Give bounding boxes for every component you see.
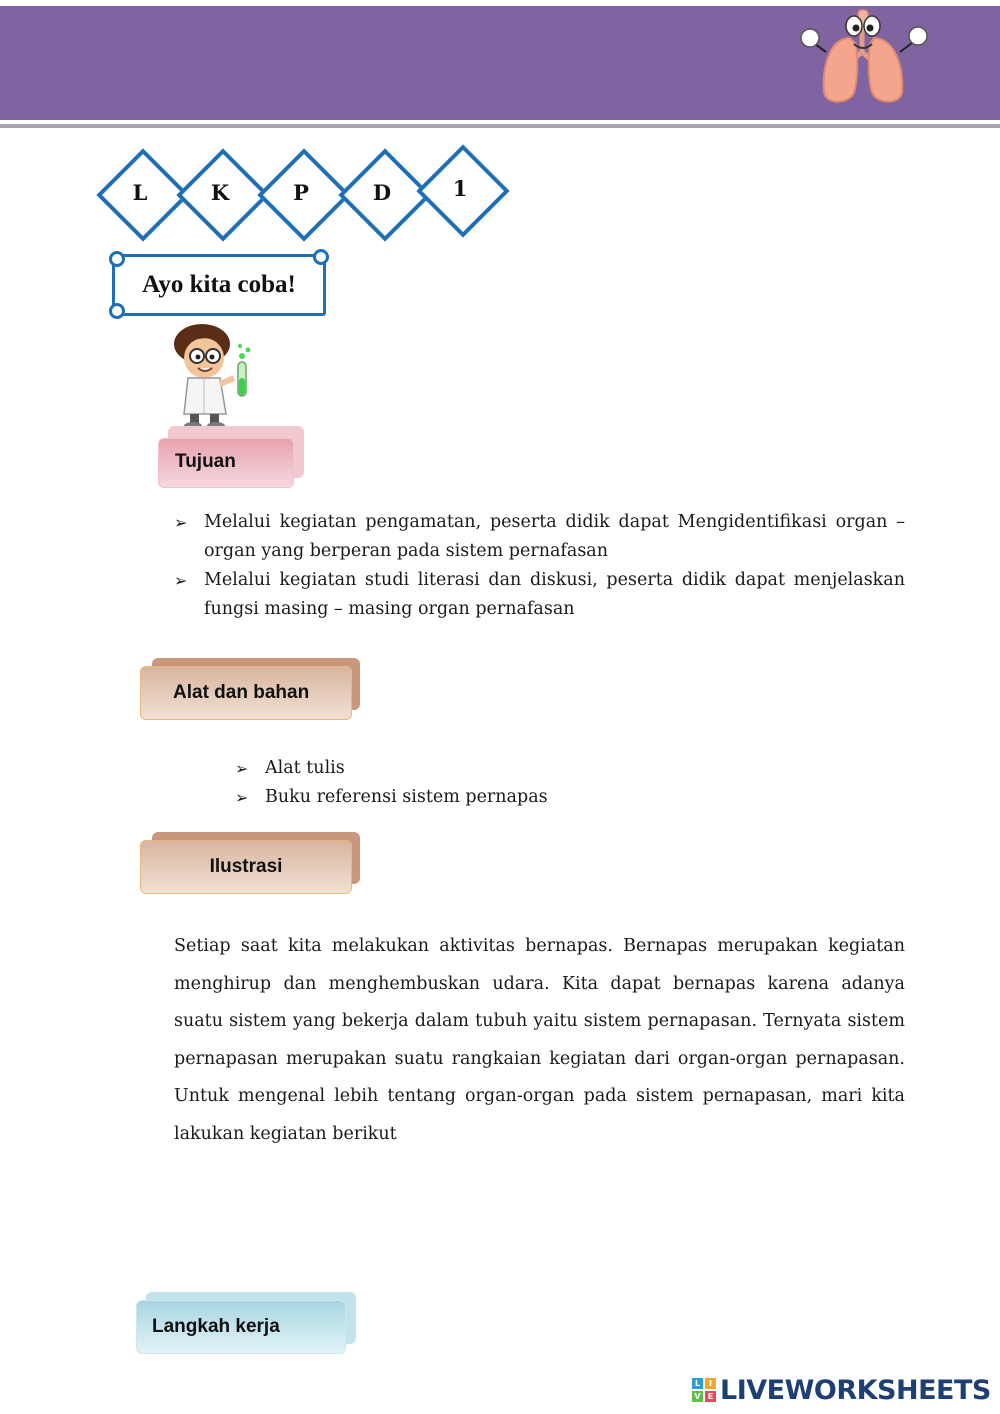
- lkpd-letter: P: [293, 179, 309, 205]
- arrow-bullet-icon: ➢: [235, 788, 249, 807]
- activity-banner: [112, 254, 326, 316]
- lkpd-diamond: [176, 148, 264, 236]
- section-tag-alat-dan-bahan: [140, 656, 364, 724]
- tujuan-list: [174, 508, 905, 624]
- section-tag-label: Tujuan: [175, 451, 236, 472]
- list-item: ➢ Melalui kegiatan pengamatan, peserta didik dapat Mengidentifikasi organ – organ yang berperan pada sistem pernafasan: [174, 508, 905, 566]
- scientist-icon: [168, 322, 256, 430]
- list-item: ➢ Melalui kegiatan studi literasi dan diskusi, peserta didik dapat menjelaskan fungsi masing – masing organ pernafasan: [174, 566, 905, 624]
- liveworksheets-wordmark: LIVEWORKSHEETS: [720, 1374, 991, 1406]
- arrow-bullet-icon: ➢: [174, 571, 188, 590]
- arrow-bullet-icon: ➢: [235, 759, 249, 778]
- liveworksheets-blocks-icon: L I V E: [692, 1378, 716, 1402]
- section-tag-langkah-kerja: [136, 1290, 360, 1358]
- lkpd-title: [96, 148, 516, 236]
- arrow-bullet-icon: ➢: [174, 513, 188, 532]
- list-item: ➢ Buku referensi sistem pernapas: [235, 783, 735, 812]
- lungs-mascot-icon: [800, 8, 932, 106]
- activity-banner-title: Ayo kita coba!: [142, 271, 296, 298]
- liveworksheets-logo[interactable]: [692, 1374, 991, 1406]
- ilustrasi-paragraph: Setiap saat kita melakukan aktivitas bernapas. Bernapas merupakan kegiatan menghirup dan menghembuskan udara. Kita dapat bernapas karena adanya suatu sistem yang bekerja dalam tubuh yaitu sistem pernapasan. Ternyata sistem pernapasan merupakan suatu rangkaian kegiatan dari organ-organ pernapasan. Untuk mengenal lebih tentang organ-organ pada sistem pernapasan, mari kita lakukan kegiatan berikut: [174, 936, 905, 1144]
- section-tag-tujuan: [158, 424, 308, 490]
- lkpd-diamond: [416, 144, 504, 232]
- section-tag-label: Ilustrasi: [209, 856, 283, 877]
- header-divider: [0, 124, 1000, 128]
- lkpd-letter: L: [132, 179, 148, 205]
- lkpd-diamond: [96, 148, 184, 236]
- section-tag-label: Langkah kerja: [152, 1316, 280, 1337]
- section-tag-label: Alat dan bahan: [173, 682, 310, 703]
- lkpd-diamond: [257, 148, 345, 236]
- lkpd-letter: 1: [452, 175, 468, 201]
- alat-list: [235, 754, 735, 812]
- section-tag-ilustrasi: [140, 830, 364, 898]
- lkpd-diamond: [338, 148, 426, 236]
- list-item: ➢ Alat tulis: [235, 754, 735, 783]
- lkpd-letter: D: [372, 179, 392, 205]
- lkpd-letter: K: [210, 179, 230, 205]
